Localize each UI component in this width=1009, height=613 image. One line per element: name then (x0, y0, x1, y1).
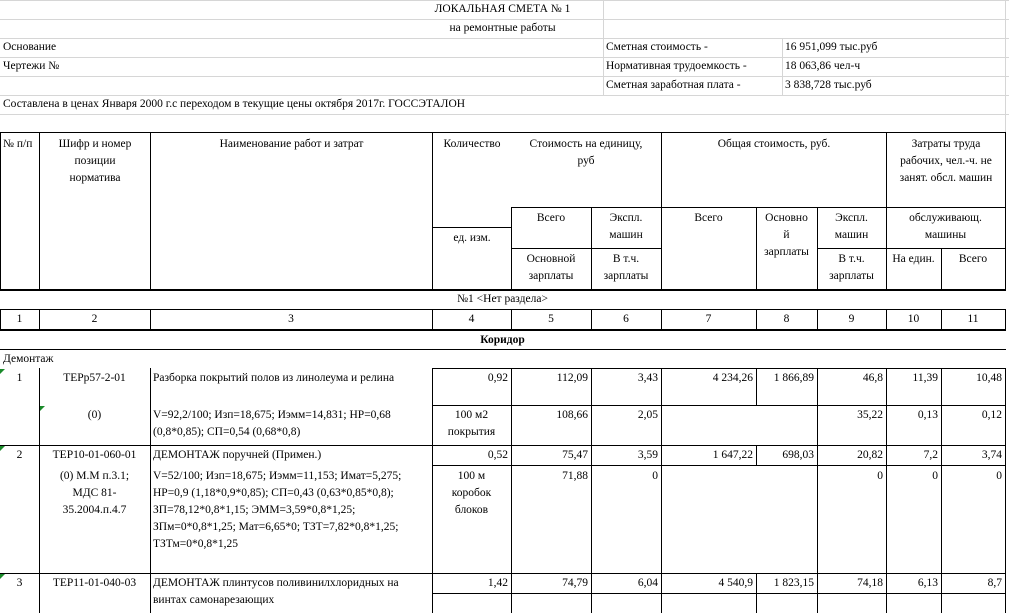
header-base2-c: зарплаты (764, 246, 809, 258)
row-c11: 3,74 (981, 449, 1002, 461)
row-code: ТЕР11-01-040-03 (52, 577, 137, 589)
row-d9: 0 (877, 470, 883, 482)
header-mach1-a: Экспл. (609, 212, 643, 224)
row-c11: 10,48 (976, 372, 1002, 384)
row-c6: 6,04 (637, 577, 658, 589)
subgroup-title: Демонтаж (3, 353, 54, 365)
row-formula-line: ЗП=78,12*0,8*1,15; ЭММ=3,59*0,8*1,25; (153, 504, 356, 516)
row-code: ТЕР10-01-060-01 (52, 449, 137, 461)
header-name: Наименование работ и затрат (219, 138, 364, 150)
header-incl-wage2-b: зарплаты (829, 270, 874, 282)
row-c9: 74,18 (857, 577, 883, 589)
row-formula-line: ТЗТм=0*0,8*1,25 (153, 538, 239, 550)
row-c6: 3,59 (637, 449, 658, 461)
row-formula-line: ЗПм=0*0,8*1,25; Мат=6,65*0; ТЗТ=7,82*0,8*1,25; (153, 521, 399, 533)
document-subtitle: на ремонтные работы (449, 22, 556, 34)
row-code-detail: МДС 81- (72, 487, 117, 499)
row-name: Разборка покрытий полов из линолеума и релина (153, 372, 395, 384)
row-formula-line: V=52/100; Изп=18,675; Иэмм=11,153; Имат=5,275; (153, 470, 402, 482)
row-qty: 0,52 (487, 449, 508, 461)
row-d10: 0 (932, 470, 938, 482)
row-c10: 7,2 (923, 449, 938, 461)
header-incl-wage1-b: зарплаты (603, 270, 649, 282)
header-labor-2: рабочих, чел.-ч. не (900, 155, 992, 167)
row-code-detail: (0) М.М п.3.1; (59, 470, 130, 482)
row-c8: 1 866,89 (773, 372, 814, 384)
row-formula-line: V=92,2/100; Изп=18,675; Иэмм=14,831; НР=0,68 (153, 409, 391, 421)
row-name: ДЕМОНТАЖ поручней (Примен.) (153, 449, 322, 461)
header-base2-a: Основно (765, 212, 808, 224)
row-c10: 11,39 (912, 372, 938, 384)
drawings-label: Чертежи № (3, 60, 60, 72)
row-c9: 20,82 (857, 449, 883, 461)
basis-label: Основание (3, 41, 57, 53)
row-c6: 3,43 (637, 372, 658, 384)
header-base-wage-a: Основной (526, 253, 576, 265)
col-number: 9 (848, 313, 855, 325)
row-d10: 0,13 (917, 409, 938, 421)
header-all-1: Всего (536, 212, 566, 224)
prices-note: Составлена в ценах Января 2000 г.с переходом в текущие цены октября 2017г. ГОССЭТАЛОН (3, 98, 466, 110)
row-c10: 6,13 (917, 577, 938, 589)
row-c8: 698,03 (782, 449, 814, 461)
header-service-a: обслуживающ. (909, 212, 982, 224)
header-qty: Количество (443, 138, 501, 150)
row-code: ТЕРр57-2-01 (63, 372, 126, 384)
header-mach2-b: машин (834, 229, 869, 241)
col-number: 3 (288, 313, 294, 325)
header-all-3: Всего (958, 253, 988, 265)
col-number: 8 (783, 313, 790, 325)
header-num: № п/п (3, 138, 33, 150)
row-d9: 35,22 (857, 409, 883, 421)
header-unit: ед. изм. (453, 232, 491, 244)
col-number: 6 (623, 313, 629, 325)
col-number: 2 (91, 313, 98, 325)
row-num: 3 (16, 577, 23, 589)
row-c7: 4 540,9 (718, 577, 753, 589)
header-incl-wage1-a: В т.ч. (612, 253, 640, 265)
col-number: 11 (967, 313, 979, 325)
col-number: 4 (468, 313, 475, 325)
header-unit-cost-2: руб (577, 155, 595, 167)
row-code-detail: (0) (87, 409, 102, 421)
row-qty: 0,92 (487, 372, 508, 384)
row-name: ДЕМОНТАЖ плинтусов поливинилхлоридных на (153, 577, 399, 589)
row-unit: 100 м2 (454, 409, 489, 421)
estimated-wage-label: Сметная заработная плата - (606, 79, 741, 91)
row-c5: 74,79 (562, 577, 588, 589)
col-number: 10 (907, 313, 920, 325)
estimated-cost-label: Сметная стоимость - (606, 41, 708, 53)
estimated-cost-value: 16 951,099 тыс.руб (785, 41, 878, 53)
row-d5: 108,66 (556, 409, 588, 421)
document-title: ЛОКАЛЬНАЯ СМЕТА № 1 (434, 3, 571, 15)
header-labor-1: Затраты труда (911, 138, 981, 150)
group-title: Коридор (480, 334, 525, 346)
header-labor-3: занят. обсл. машин (899, 172, 993, 184)
header-code-2: позиции (74, 155, 116, 167)
row-c11: 8,7 (987, 577, 1002, 589)
estimated-wage-value: 3 838,728 тыс.руб (785, 79, 872, 91)
header-mach2-a: Экспл. (835, 212, 868, 224)
header-incl-wage2-a: В т.ч. (838, 253, 865, 265)
col-number: 5 (548, 313, 554, 325)
row-c9: 46,8 (862, 372, 883, 384)
header-unit-cost-1: Стоимость на единицу, (529, 138, 643, 150)
row-c7: 4 234,26 (712, 372, 753, 384)
row-d11: 0,12 (981, 409, 1002, 421)
row-name: винтах самонарезающих (153, 594, 275, 606)
header-per-unit: На един. (892, 253, 935, 265)
row-d11: 0 (996, 470, 1002, 482)
row-d6: 2,05 (637, 409, 658, 421)
header-total-cost: Общая стоимость, руб. (717, 138, 831, 150)
row-c5: 75,47 (562, 449, 588, 461)
row-num: 1 (16, 372, 23, 384)
header-all-2: Всего (694, 212, 723, 224)
row-unit: покрытия (447, 426, 496, 438)
header-code-1: Шифр и номер (58, 138, 132, 150)
row-c7: 1 647,22 (712, 449, 753, 461)
header-service-b: машины (924, 229, 967, 241)
row-formula-line: НР=0,9 (1,18*0,9*0,85); СП=0,43 (0,63*0,85*0,8); (153, 487, 394, 499)
header-base2-b: й (783, 229, 790, 241)
row-qty: 1,42 (487, 577, 508, 589)
labor-intensity-label: Нормативная трудоемкость - (606, 60, 747, 72)
row-unit: 100 м (457, 470, 486, 482)
row-unit: блоков (454, 504, 489, 516)
row-code-detail: 35.2004.п.4.7 (62, 504, 127, 516)
row-c8: 1 823,15 (773, 577, 814, 589)
header-code-3: норматива (69, 172, 121, 184)
row-formula-line: (0,8*0,85); СП=0,54 (0,68*0,8) (153, 426, 301, 438)
header-mach1-b: машин (609, 229, 643, 241)
row-d5: 71,88 (562, 470, 588, 482)
row-c5: 112,09 (556, 372, 588, 384)
labor-intensity-value: 18 063,86 чел-ч (785, 60, 861, 72)
header-base-wage-b: зарплаты (528, 270, 574, 282)
section-label: №1 <Нет раздела> (457, 293, 548, 305)
col-number: 7 (705, 313, 712, 325)
row-unit: коробок (451, 487, 492, 499)
row-d6: 0 (652, 470, 658, 482)
col-number: 1 (16, 313, 23, 325)
row-num: 2 (16, 449, 23, 461)
